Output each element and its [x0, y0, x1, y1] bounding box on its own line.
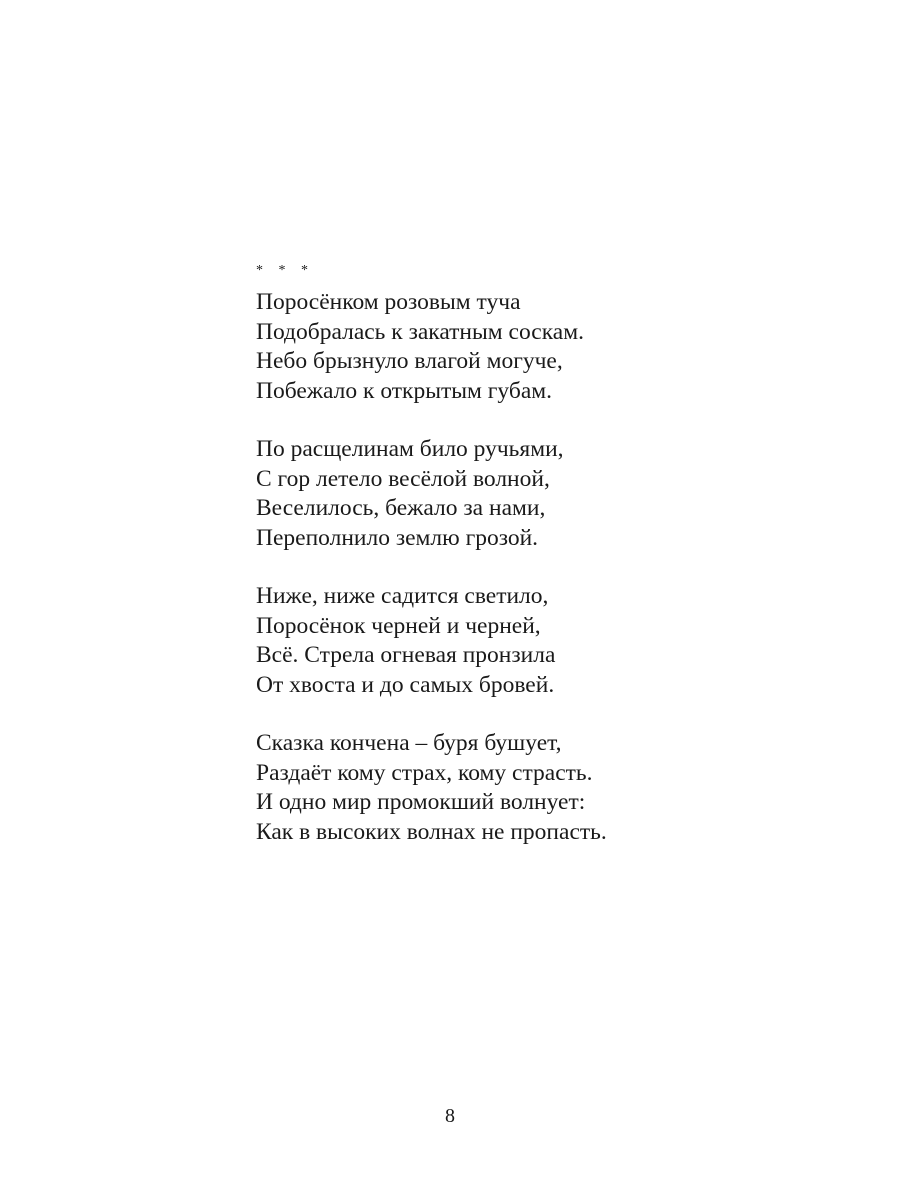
poem-line: Раздаёт кому страх, кому страсть.: [256, 759, 593, 786]
stanza-2: [256, 435, 816, 553]
poem-line: От хвоста и до самых бровей.: [256, 671, 555, 698]
poem-line: И одно мир промокший волнует:: [256, 789, 586, 815]
poem-line: Поросёнком розовым туча: [256, 289, 521, 315]
poem-line: Всё. Стрела огневая пронзила: [256, 642, 556, 668]
poem-line: Ниже, ниже садится светило,: [256, 583, 549, 609]
stanza-1: [256, 288, 816, 406]
poem-line: По расщелинам било ручьями,: [256, 436, 564, 462]
poem-line: Подобралась к закатным соскам.: [256, 318, 584, 345]
poem-line: Поросёнок черней и черней,: [256, 612, 541, 639]
poem-line: Небо брызнуло влагой могуче,: [256, 348, 563, 374]
page-number: 8: [445, 1105, 455, 1127]
poem-line: Переполнило землю грозой.: [256, 524, 539, 551]
poem-line: Веселилось, бежало за нами,: [256, 495, 546, 521]
poem-line: Как в высоких волнах не пропасть.: [256, 818, 607, 845]
poem-line: Сказка кончена – буря бушует,: [256, 730, 562, 756]
poem: [256, 262, 816, 847]
asterism-separator: * * *: [256, 263, 314, 278]
stanza-4: [256, 729, 816, 847]
stanza-3: [256, 582, 816, 700]
poem-line: С гор летело весёлой волной,: [256, 465, 550, 492]
poem-line: Побежало к открытым губам.: [256, 377, 552, 404]
